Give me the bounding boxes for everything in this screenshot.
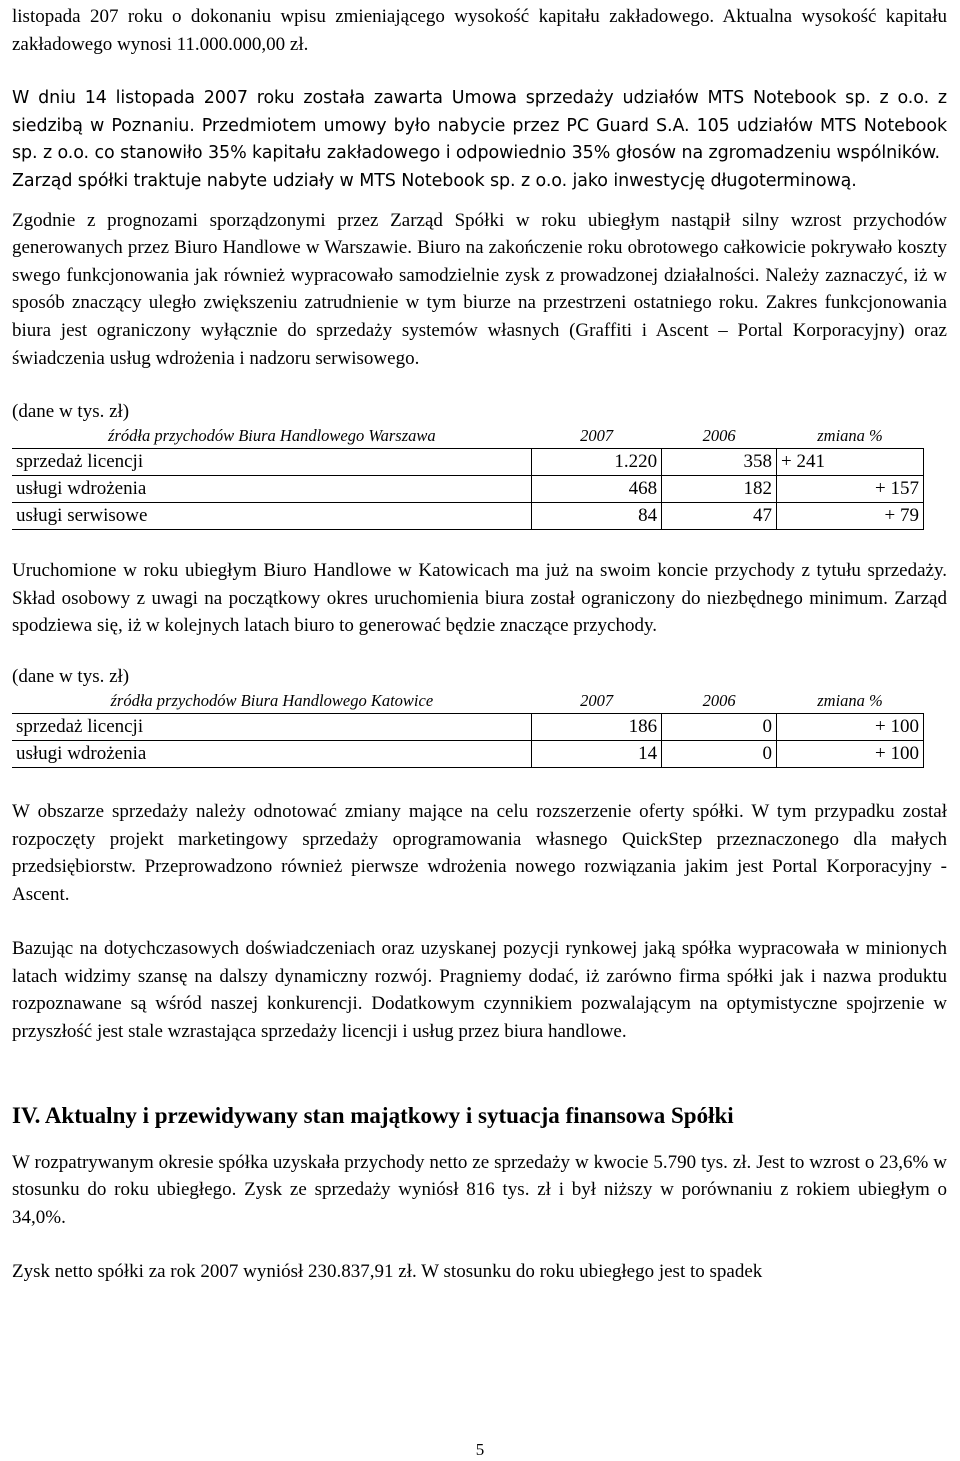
table-cell: 0 <box>662 713 777 740</box>
table-header-cell: 2007 <box>532 689 662 714</box>
table-cell: + 100 <box>777 740 924 767</box>
table-header-cell: 2006 <box>662 424 777 449</box>
table-header-cell: zmiana % <box>777 424 924 449</box>
paragraph-mts-agreement: W dniu 14 listopada 2007 roku została zawarta Umowa sprzedaży udziałów MTS Notebook sp. z o.o. z siedzibą w Poznaniu. Przedmiotem umowy było nabycie przez PC Guard S.A. 105 udziałów MTS Notebook sp. z o.o. co stanowiło 35% kapitału zakładowego i odpowiednio 35% głosów na zgromadzeniu wspólników. <box>12 88 947 164</box>
revenue-table-warsaw <box>12 424 924 530</box>
table-cell: 468 <box>532 476 662 503</box>
paragraph-net-profit: Zysk netto spółki za rok 2007 wyniósł 230.837,91 zł. W stosunku do roku ubiegłego jest to spadek <box>12 1261 763 1283</box>
paragraph-mts-investment: Zarząd spółki traktuje nabyte udziały w MTS Notebook sp. z o.o. jako inwestycję długoterminową. <box>12 170 857 191</box>
table-header-row <box>12 689 924 714</box>
section-heading: IV. Aktualny i przewidywany stan majątkowy i sytuacja finansowa Spółki <box>12 1102 734 1128</box>
paragraph-sales-changes: W obszarze sprzedaży należy odnotować zmiany mające na celu rozszerzenie oferty spółki. W tym przypadku został rozpoczęty projekt marketingowy sprzedaży oprogramowania własnego QuickStep przeznaczonego dla małych przedsiębiorstw. Przeprowadzono również pierwsze wdrożenia nowego rozwiązania jakim jest Portal Korporacyjny - Ascent. <box>12 800 947 905</box>
table-cell: 84 <box>532 503 662 530</box>
table-cell: 14 <box>532 740 662 767</box>
table-cell: 182 <box>662 476 777 503</box>
table-header-cell: źródła przychodów Biura Handlowego Warszawa <box>12 424 532 449</box>
table-row <box>12 503 924 530</box>
table-row <box>12 713 924 740</box>
table-row <box>12 476 924 503</box>
document-page <box>12 0 947 1286</box>
page-number: 5 <box>475 1440 485 1459</box>
paragraph-outlook: Bazując na dotychczasowych doświadczeniach oraz uzyskanej pozycji rynkowej jaką spółka wypracowała w minionych latach widzimy szansę na dalszy dynamiczny rozwój. Pragniemy dodać, iż zarówno firma spółki jak i nazwa produktu rozpoznawane są wśród naszej konkurencji. Dodatkowym czynnikiem pozwalającym na optymistyczne spojrzenie w przyszłość jest stale wzrastająca sprzedaży licencji i usług przez biura handlowe. <box>12 938 947 1043</box>
table-header-cell: 2006 <box>662 689 777 714</box>
table-cell: + 241 <box>777 449 924 476</box>
table-header-row <box>12 424 924 449</box>
table-cell: 0 <box>662 740 777 767</box>
table-units-warsaw: (dane w tys. zł) <box>12 401 130 423</box>
table-cell: usługi serwisowe <box>12 503 532 530</box>
table-cell: usługi wdrożenia <box>12 740 532 767</box>
paragraph-capital: listopada 207 roku o dokonaniu wpisu zmieniającego wysokość kapitału zakładowego. Aktualna wysokość kapitału zakładowego wynosi 11.000.000,00 zł. <box>12 6 947 55</box>
table-cell: + 100 <box>777 713 924 740</box>
revenue-table-katowice <box>12 689 924 768</box>
table-row <box>12 740 924 767</box>
paragraph-katowice-office: Uruchomione w roku ubiegłym Biuro Handlowe w Katowicach ma już na swoim koncie przychody z tytułu sprzedaży. Skład osobowy z uwagi na początkowy okres uruchomienia biura został ograniczony do niezbędnego minimum. Zarząd spodziewa się, iż w kolejnych latach biuro to generować będzie znaczące przychody. <box>12 560 947 637</box>
table-cell: usługi wdrożenia <box>12 476 532 503</box>
table-cell: sprzedaż licencji <box>12 449 532 476</box>
table-header-cell: zmiana % <box>777 689 924 714</box>
paragraph-revenue: W rozpatrywanym okresie spółka uzyskała przychody netto ze sprzedaży w kwocie 5.790 tys. zł. Jest to wzrost o 23,6% w stosunku do roku ubiegłego. Zysk ze sprzedaży wyniósł 816 tys. zł i był niższy w porównaniu z rokiem ubiegłym o 34,0%. <box>12 1151 947 1228</box>
table-cell: 47 <box>662 503 777 530</box>
table-row <box>12 449 924 476</box>
table-units-katowice: (dane w tys. zł) <box>12 665 130 687</box>
table-cell: 186 <box>532 713 662 740</box>
table-header-cell: źródła przychodów Biura Handlowego Katowice <box>12 689 532 714</box>
table-cell: 1.220 <box>532 449 662 476</box>
table-cell: sprzedaż licencji <box>12 713 532 740</box>
table-cell: + 79 <box>777 503 924 530</box>
table-cell: + 157 <box>777 476 924 503</box>
paragraph-warsaw-office: Zgodnie z prognozami sporządzonymi przez Zarząd Spółki w roku ubiegłym nastąpił silny wzrost przychodów generowanych przez Biuro Handlowe w Warszawie. Biuro na zakończenie roku obrotowego całkowicie pokrywało koszty swego funkcjonowania jak również wypracowało samodzielnie zysk z prowadzonej działalności. Należy zaznaczyć, iż w sposób znaczący uległo zwiększeniu zatrudnienie w tym biurze na przestrzeni ostatniego roku. Zakres funkcjonowania biura jest ograniczony wyłącznie do sprzedaży systemów własnych (Graffiti i Ascent – Portal Korporacyjny) oraz świadczenia usług wdrożenia i nadzoru serwisowego. <box>12 209 947 369</box>
table-cell: 358 <box>662 449 777 476</box>
table-header-cell: 2007 <box>532 424 662 449</box>
